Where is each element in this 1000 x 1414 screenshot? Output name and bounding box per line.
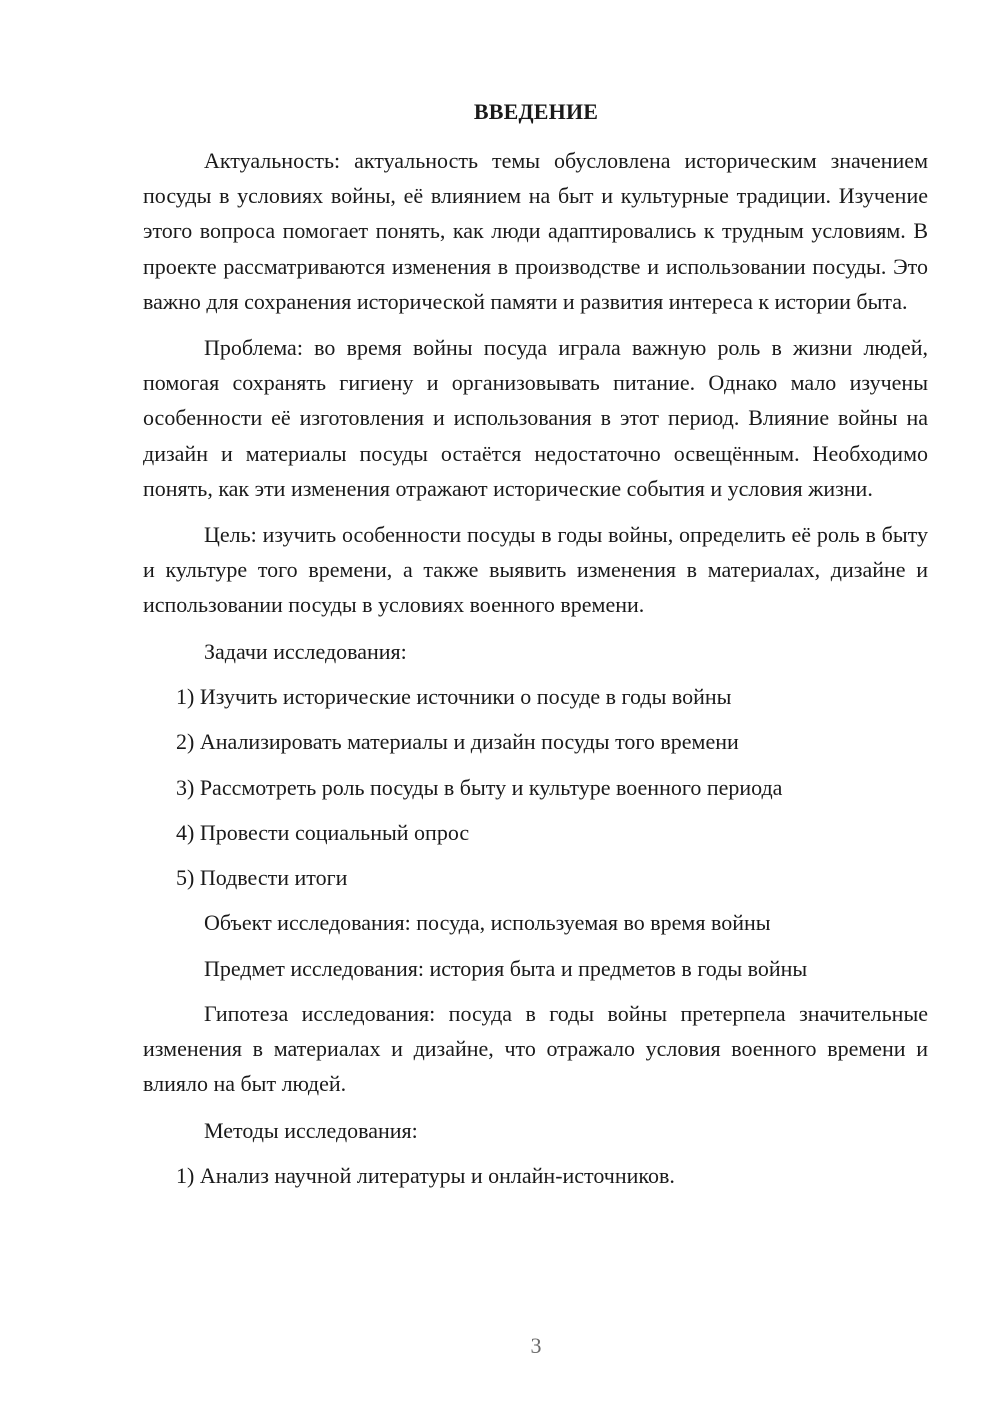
research-subject: Предмет исследования: история быта и предметов в годы войны <box>204 955 808 981</box>
problem-paragraph: Проблема: во время войны посуда играла важную роль в жизни людей, помогая сохранять гигиену и организовывать питание. Однако мало изучены особенности её изготовления и использования в этот период. Влияние войны на дизайн и материалы посуды остаётся недостаточно освещённым. Необходимо понять, как эти изменения отражают исторические события и условия жизни. <box>143 335 928 501</box>
method-item: 1) Анализ научной литературы и онлайн-источников. <box>176 1162 675 1188</box>
research-object: Объект исследования: посуда, используемая во время войны <box>204 910 771 936</box>
task-item: 1) Изучить исторические источники о посуде в годы войны <box>176 683 732 709</box>
page-number: 3 <box>530 1333 542 1358</box>
tasks-heading: Задачи исследования: <box>204 638 407 664</box>
hypothesis-paragraph: Гипотеза исследования: посуда в годы войны претерпела значительные изменения в материалах и дизайне, что отражало условия военного времени и влияло на быт людей. <box>143 1001 928 1097</box>
relevance-paragraph: Актуальность: актуальность темы обусловлена историческим значением посуды в условиях войны, её влиянием на быт и культурные традиции. Изучение этого вопроса помогает понять, как люди адаптировались к трудным условиям. В проекте рассматриваются изменения в производстве и использовании посуды. Это важно для сохранения исторической памяти и развития интереса к истории быта. <box>143 148 928 314</box>
task-item: 5) Подвести итоги <box>176 865 348 891</box>
page-title: ВВЕДЕНИЕ <box>473 99 599 124</box>
document-body <box>143 143 928 1203</box>
task-item: 2) Анализировать материалы и дизайн посуды того времени <box>176 729 739 755</box>
task-item: 4) Провести социальный опрос <box>176 819 470 845</box>
methods-heading: Методы исследования: <box>204 1117 418 1143</box>
goal-paragraph: Цель: изучить особенности посуды в годы войны, определить её роль в быту и культуре того времени, а также выявить изменения в материалах, дизайне и использовании посуды в условиях военного времени. <box>143 522 928 618</box>
task-item: 3) Рассмотреть роль посуды в быту и культуре военного периода <box>176 774 783 800</box>
